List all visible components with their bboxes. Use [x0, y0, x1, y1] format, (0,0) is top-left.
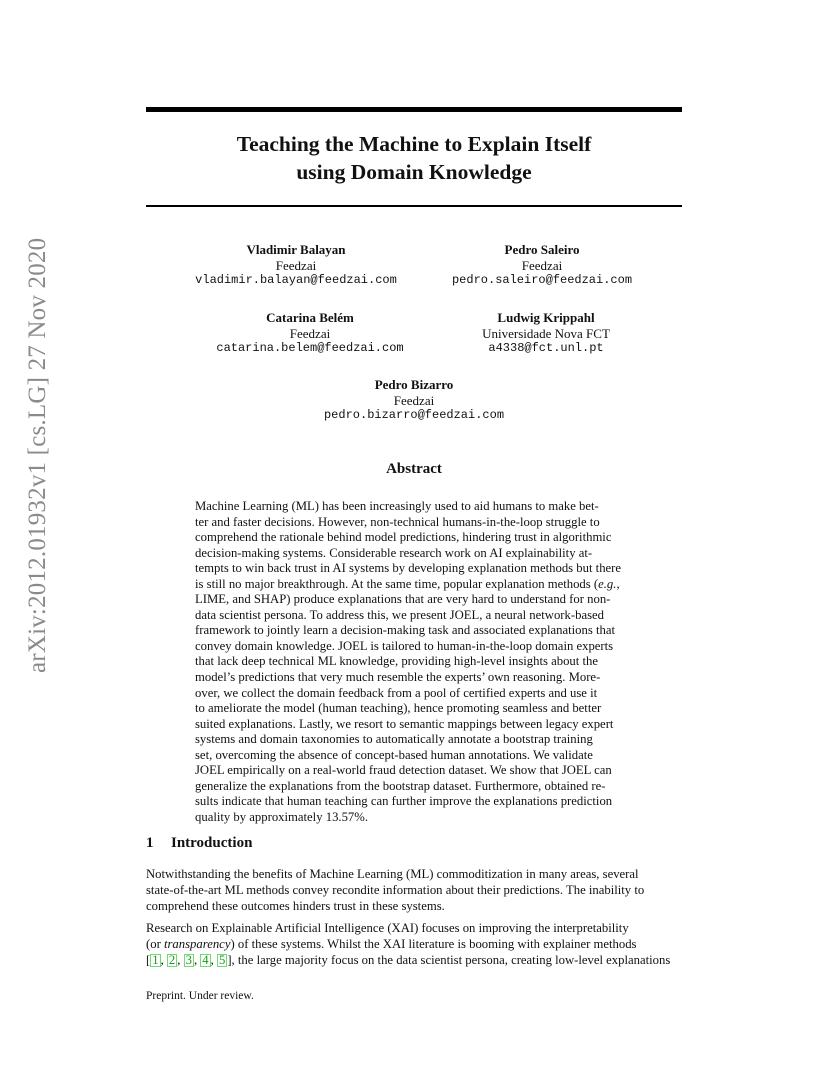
abstract-line: decision-making systems. Considerable research work on AI explainability at- [195, 545, 593, 560]
author-name: Ludwig Krippahl [497, 310, 595, 325]
citation-bracket-open: [ [146, 952, 151, 967]
intro-italic-term: transparency [163, 936, 231, 951]
intro-text-span: ) of these systems. Whilst the XAI literature is booming with explainer methods [230, 936, 637, 951]
author-name: Vladimir Balayan [246, 242, 346, 257]
section-title: Introduction [171, 835, 253, 851]
intro-text-span: ], the large majority focus on the data scientist persona, creating low-level explanations [227, 952, 671, 967]
author-email: a4338@fct.unl.pt [488, 341, 604, 355]
author-affiliation: Feedzai [289, 325, 331, 341]
abstract-line: data scientist persona. To address this, we present JOEL, a neural network-based [195, 607, 604, 622]
abstract-line: tempts to win back trust in AI systems by developing explanation methods but there [195, 561, 622, 576]
intro-line: state-of-the-art ML methods convey recondite information about their predictions. The inability to [146, 882, 645, 897]
citation-link[interactable]: 3 [185, 952, 192, 967]
citation-link[interactable]: 5 [218, 952, 226, 967]
intro-line: Notwithstanding the benefits of Machine Learning (ML) commoditization in many areas, several [146, 867, 639, 881]
title-line-1: Teaching the Machine to Explain Itself [236, 132, 592, 156]
abstract-line: LIME, and SHAP) produce explanations that are very hard to understand for non- [195, 592, 611, 607]
arxiv-identifier: arXiv:2012.01932v1 [cs.LG] 27 Nov 2020 [24, 237, 51, 673]
citation-link[interactable]: 1 [152, 952, 159, 967]
author-affiliation: Feedzai [275, 257, 317, 273]
abstract-line: Machine Learning (ML) has been increasingly used to aid humans to make bet- [195, 499, 599, 513]
paper-title [146, 130, 682, 186]
section-number: 1 [146, 835, 154, 851]
title-top-rule [146, 107, 682, 112]
abstract-line: framework to jointly learn a decision-making task and associated explanations that [195, 623, 615, 638]
author-affiliation: Universidade Nova FCT [482, 325, 610, 341]
author-email: pedro.bizarro@feedzai.com [323, 408, 505, 422]
intro-line: Research on Explainable Artificial Intelligence (XAI) focuses on improving the interpretability [146, 921, 629, 935]
intro-paragraph-2 [146, 921, 682, 968]
title-line-2: using Domain Knowledge [296, 160, 532, 184]
author-block [396, 310, 696, 357]
abstract-italic-term: e.g. [598, 576, 617, 591]
section-heading-introduction [146, 835, 682, 852]
citation-link[interactable]: 4 [202, 952, 209, 967]
author-block [264, 377, 564, 424]
author-email: pedro.saleiro@feedzai.com [451, 273, 633, 287]
author-name: Pedro Saleiro [504, 242, 580, 257]
abstract-line: set, overcoming the absence of concept-based human annotations. We validate [195, 747, 593, 762]
intro-line: comprehend these outcomes hinders trust in these systems. [146, 898, 445, 913]
author-name: Catarina Belém [266, 310, 354, 325]
intro-paragraph-1 [146, 867, 682, 914]
footer-note: Preprint. Under review. [146, 990, 254, 1002]
abstract-line: sults indicate that human teaching can further improve the explanations prediction [195, 794, 613, 809]
abstract-text [195, 499, 635, 825]
abstract-line: to ameliorate the model (human teaching), hence promoting seamless and better [195, 701, 602, 716]
author-email: catarina.belem@feedzai.com [216, 341, 404, 355]
abstract-line: systems and domain taxonomies to automatically annotate a bootstrap training [195, 732, 593, 747]
abstract-line: convey domain knowledge. JOEL is tailored to human-in-the-loop domain experts [195, 638, 614, 653]
abstract-line: ter and faster decisions. However, non-technical humans-in-the-loop struggle to [195, 514, 600, 529]
author-affiliation: Feedzai [393, 392, 435, 408]
abstract-line: comprehend the rationale behind model predictions, hindering trust in algorithmic [195, 530, 612, 545]
author-email: vladimir.balayan@feedzai.com [195, 273, 397, 287]
abstract-line: quality by approximately 13.57%. [195, 809, 369, 824]
abstract-heading: Abstract [386, 461, 442, 477]
author-block [392, 242, 692, 289]
author-affiliation: Feedzai [521, 257, 563, 273]
intro-text-span: (or [146, 936, 164, 951]
intro-line: [ 1 , 2 , 3 , 4 , 5 ], the large majority focus on the data scientist persona, creating low-level explanations [146, 952, 671, 967]
abstract-line: model’s predictions that very much resemble the experts’ own reasoning. More- [195, 670, 601, 685]
abstract-line: that lack deep technical ML knowledge, providing high-level insights about the [195, 654, 598, 669]
abstract-line: over, we collect the domain feedback from a pool of certified experts and use it [195, 685, 598, 700]
abstract-text-span: is still no major breakthrough. At the same time, popular explanation methods ( [195, 576, 599, 591]
abstract-line [195, 577, 635, 593]
abstract-text-span: , [616, 576, 620, 591]
title-bottom-rule [146, 205, 682, 207]
citation-link[interactable]: 2 [168, 952, 176, 967]
abstract-line: suited explanations. Lastly, we resort to semantic mappings between legacy expert [195, 716, 614, 731]
intro-line [146, 937, 682, 953]
abstract-line: JOEL empirically on a real-world fraud detection dataset. We show that JOEL can [195, 763, 612, 778]
author-name: Pedro Bizarro [374, 377, 454, 392]
abstract-line: generalize the explanations from the bootstrap dataset. Furthermore, obtained re- [195, 778, 606, 793]
